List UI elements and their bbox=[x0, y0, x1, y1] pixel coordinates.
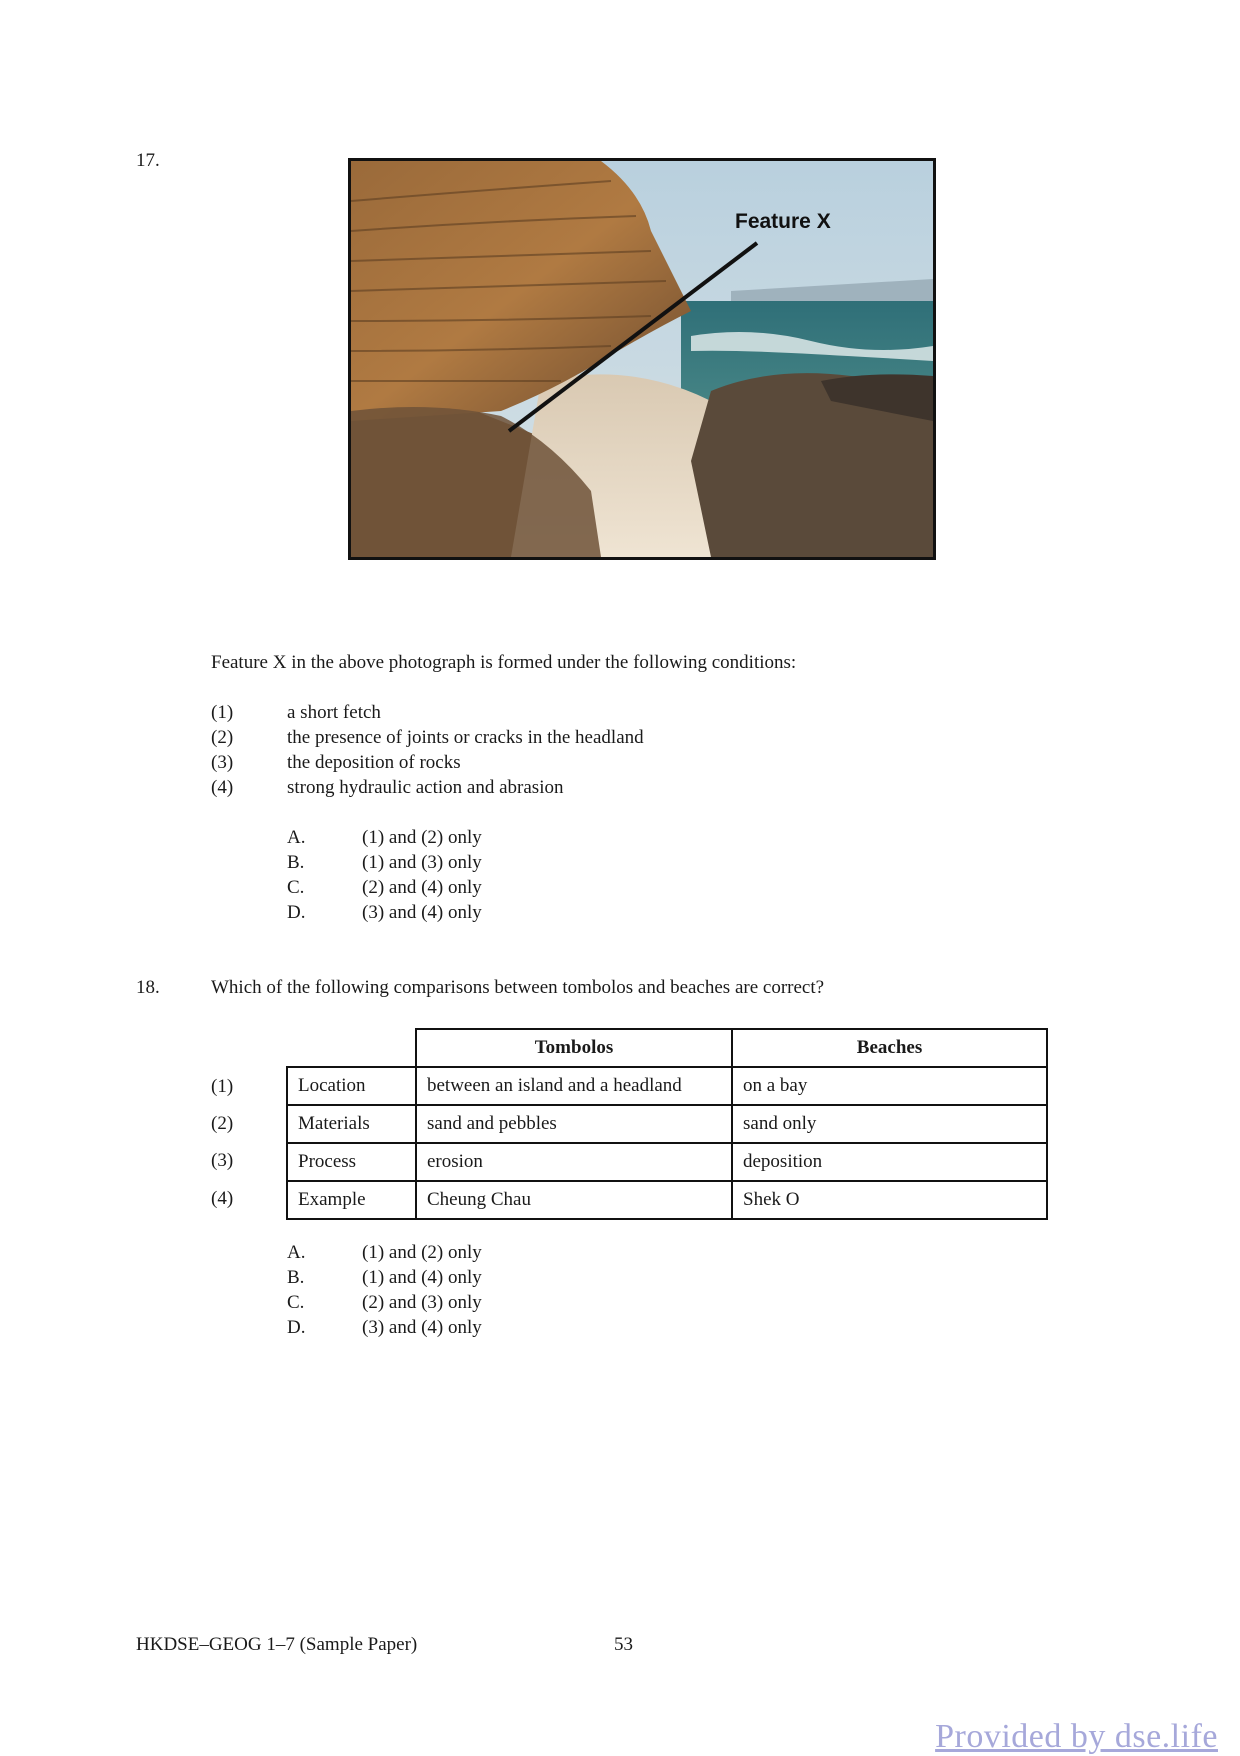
q17-option-num: (3) bbox=[211, 752, 234, 773]
q18-answer-letter: C. bbox=[287, 1292, 305, 1313]
question-17-stem: Feature X in the above photograph is formed under the following conditions: bbox=[211, 652, 797, 673]
table-row-number: (4) bbox=[211, 1188, 234, 1209]
table-row-number: (1) bbox=[211, 1076, 234, 1097]
q17-answer-letter: A. bbox=[287, 827, 306, 848]
table-row-label: Location bbox=[287, 1067, 416, 1105]
q17-answer-text: (1) and (2) only bbox=[362, 827, 482, 848]
footer-paper-title: HKDSE–GEOG 1–7 (Sample Paper) bbox=[136, 1634, 418, 1655]
q17-answer-letter: D. bbox=[287, 902, 306, 923]
q18-answer-text: (3) and (4) only bbox=[362, 1317, 482, 1338]
table-cell-beaches: deposition bbox=[732, 1143, 1047, 1181]
q18-answer-text: (2) and (3) only bbox=[362, 1292, 482, 1313]
table-header-row bbox=[287, 1029, 1047, 1067]
table-row-label: Example bbox=[287, 1181, 416, 1219]
table-cell-tombolos: sand and pebbles bbox=[416, 1105, 732, 1143]
q17-option-num: (2) bbox=[211, 727, 234, 748]
table-cell-beaches: Shek O bbox=[732, 1181, 1047, 1219]
table-row-number: (2) bbox=[211, 1113, 234, 1134]
feature-x-label: Feature X bbox=[735, 210, 831, 233]
q17-answer-text: (3) and (4) only bbox=[362, 902, 482, 923]
table-row bbox=[287, 1181, 1047, 1219]
table-row bbox=[287, 1105, 1047, 1143]
table-cell-tombolos: erosion bbox=[416, 1143, 732, 1181]
q17-option-num: (1) bbox=[211, 702, 234, 723]
page-number: 53 bbox=[614, 1634, 633, 1655]
q17-answer-letter: B. bbox=[287, 852, 305, 873]
q17-answer-letter: C. bbox=[287, 877, 305, 898]
q17-option-text: the deposition of rocks bbox=[287, 752, 461, 773]
table-row-number: (3) bbox=[211, 1150, 234, 1171]
q18-answer-text: (1) and (2) only bbox=[362, 1242, 482, 1263]
table-row bbox=[287, 1143, 1047, 1181]
cliff-photo-illustration bbox=[351, 161, 933, 557]
q17-option-num: (4) bbox=[211, 777, 234, 798]
coastal-photograph bbox=[348, 158, 936, 560]
question-18-stem: Which of the following comparisons between tombolos and beaches are correct? bbox=[211, 977, 825, 998]
table-cell-beaches: sand only bbox=[732, 1105, 1047, 1143]
q17-answer-text: (2) and (4) only bbox=[362, 877, 482, 898]
table-header-beaches: Beaches bbox=[732, 1029, 1047, 1067]
q17-option-text: the presence of joints or cracks in the headland bbox=[287, 727, 644, 748]
table-row-label: Materials bbox=[287, 1105, 416, 1143]
q18-answer-letter: B. bbox=[287, 1267, 305, 1288]
watermark-link[interactable]: Provided by dse.life bbox=[935, 1718, 1218, 1755]
q17-option-text: strong hydraulic action and abrasion bbox=[287, 777, 564, 798]
q18-answer-letter: A. bbox=[287, 1242, 306, 1263]
question-18-number: 18. bbox=[136, 977, 160, 998]
q17-answer-text: (1) and (3) only bbox=[362, 852, 482, 873]
q18-answer-text: (1) and (4) only bbox=[362, 1267, 482, 1288]
table-row bbox=[287, 1067, 1047, 1105]
table-header-tombolos: Tombolos bbox=[416, 1029, 732, 1067]
question-17-number: 17. bbox=[136, 150, 160, 171]
comparison-table bbox=[286, 1028, 1048, 1220]
table-cell-tombolos: between an island and a headland bbox=[416, 1067, 732, 1105]
table-cell-tombolos: Cheung Chau bbox=[416, 1181, 732, 1219]
q17-option-text: a short fetch bbox=[287, 702, 381, 723]
q18-answer-letter: D. bbox=[287, 1317, 306, 1338]
table-corner-blank bbox=[287, 1029, 416, 1067]
table-row-label: Process bbox=[287, 1143, 416, 1181]
table-cell-beaches: on a bay bbox=[732, 1067, 1047, 1105]
